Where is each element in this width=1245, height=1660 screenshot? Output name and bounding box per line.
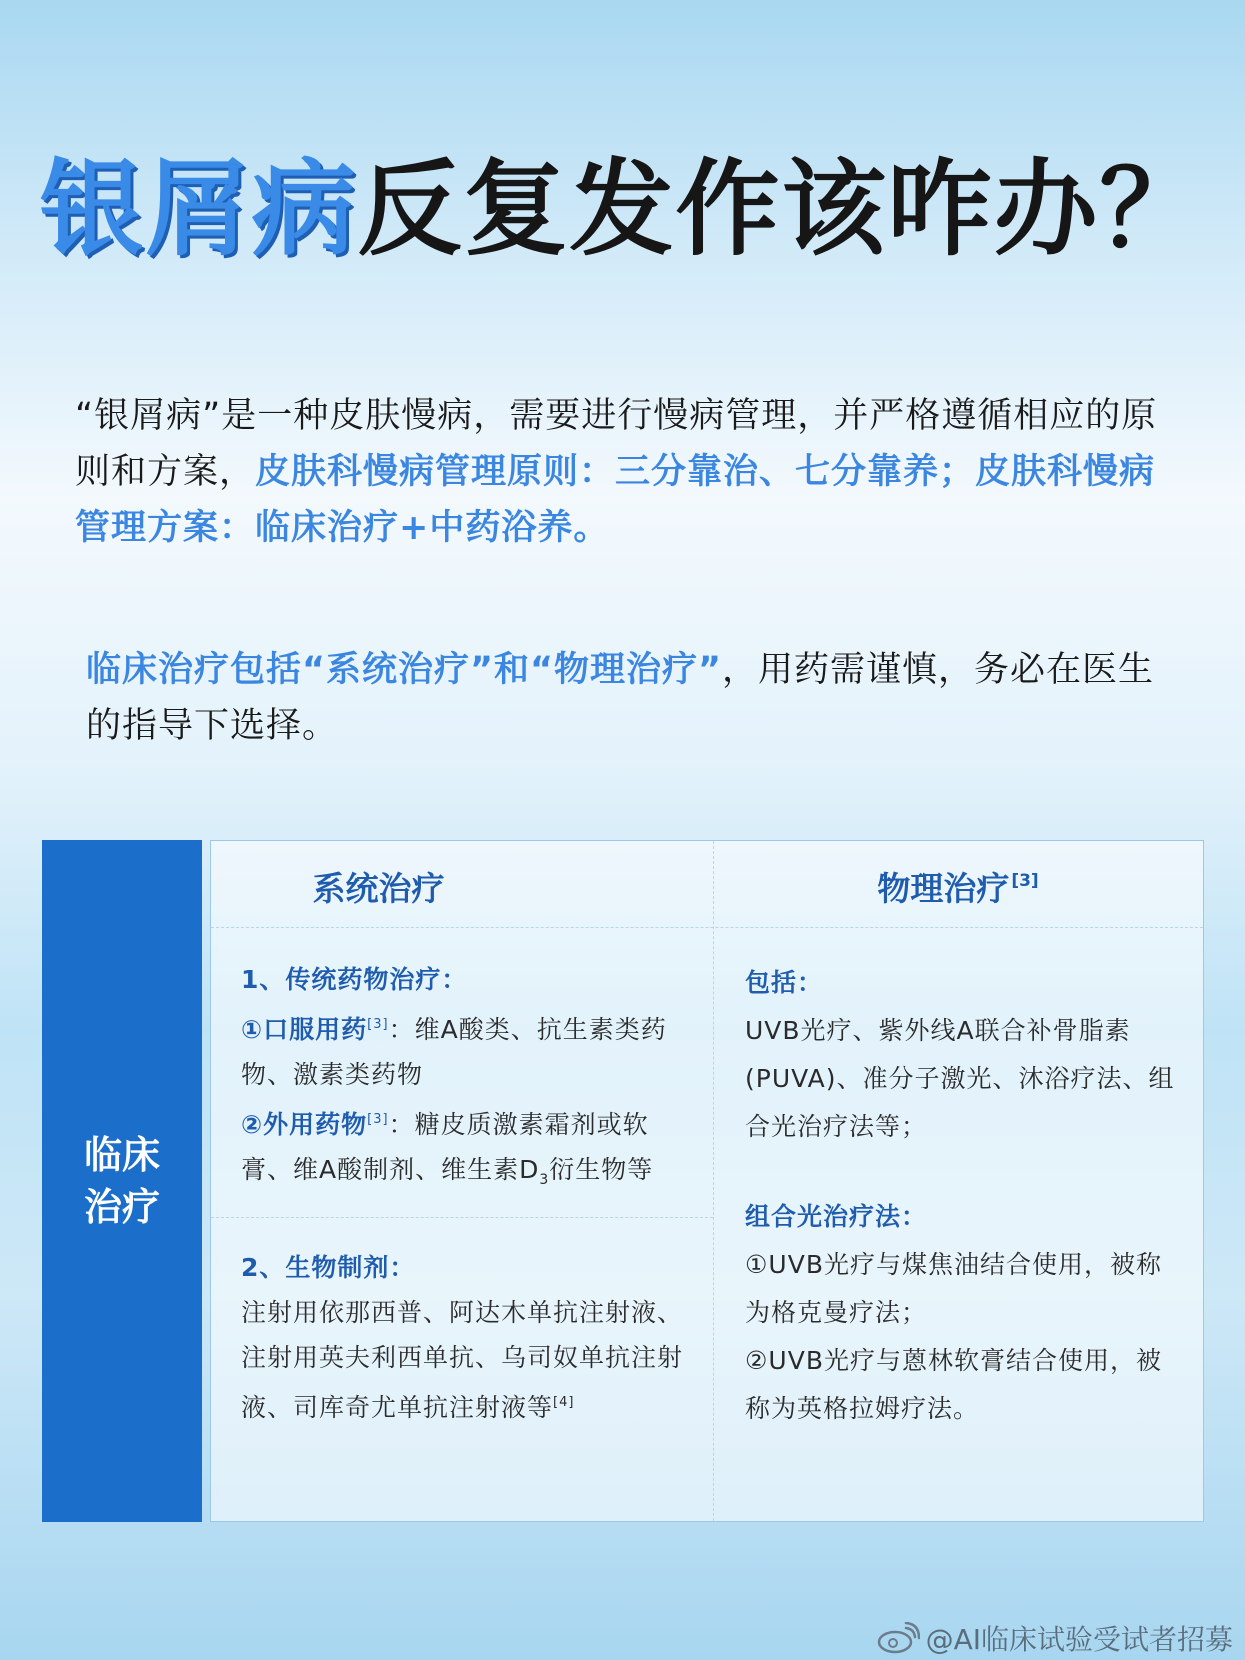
column-divider <box>713 841 714 1521</box>
include-heading: 包括： <box>745 968 824 997</box>
title-highlight: 银屑病 <box>39 148 358 270</box>
cell-spacer <box>745 1151 1185 1193</box>
clinical-paragraph <box>86 642 1166 754</box>
biologic-cell <box>241 1245 691 1430</box>
oral-medication <box>241 1002 691 1097</box>
combo-heading: 组合光治疗法： <box>745 1202 928 1231</box>
traditional-drug-cell <box>241 957 691 1203</box>
combo-item-1: ①UVB光疗与煤焦油结合使用，被称为格克曼疗法； <box>745 1250 1162 1327</box>
systemic-treatment-header <box>211 863 546 910</box>
traditional-heading: 1、传统药物治疗： <box>241 965 468 994</box>
weibo-icon <box>876 1622 920 1654</box>
topical-medication <box>241 1097 691 1203</box>
table-grid <box>210 840 1204 1522</box>
intro-paragraph <box>75 388 1165 556</box>
intro-highlight-text: 皮肤科慢病管理原则：三分靠治、七分靠养；皮肤科慢病管理方案：临床治疗+中药浴养。 <box>75 452 1156 548</box>
intro-plain-text: “银屑病”是一种皮肤慢病，需要进行慢病管理，并严格遵循相应的原则和方案， <box>75 396 1158 492</box>
physical-header-text: 物理治疗 <box>877 869 1010 908</box>
physical-treatment-header <box>713 863 1203 910</box>
clinical-plain-text: ，用药需谨慎，务必在医生的指导下选择。 <box>86 650 1155 746</box>
treatment-table <box>42 840 1204 1522</box>
row-divider <box>211 1217 713 1218</box>
watermark-text: @AI临床试验受试者招募 <box>925 1623 1233 1656</box>
topical-tail: 衍生物等 <box>549 1155 654 1184</box>
oral-ref: [3] <box>367 1017 389 1032</box>
combo-item-2: ②UVB光疗与蒽林软膏结合使用，被称为英格拉姆疗法。 <box>745 1346 1162 1423</box>
oral-text: ：维A酸类、抗生素类药物、激素类药物 <box>241 1015 667 1089</box>
biologic-text: 注射用依那西普、阿达木单抗注射液、注射用英夫利西单抗、乌司奴单抗注射液、司库奇尤单抗注射液等 <box>241 1298 684 1422</box>
side-header-label: 临床治疗 <box>83 1133 160 1229</box>
side-header <box>42 840 202 1522</box>
topical-subscript: 3 <box>539 1172 550 1188</box>
topical-label: ②外用药物 <box>241 1110 368 1139</box>
header-divider <box>211 927 1203 928</box>
physical-header-ref: [3] <box>1011 871 1039 891</box>
physical-treatment-cell <box>745 959 1185 1433</box>
topical-ref: [3] <box>367 1112 389 1127</box>
watermark <box>876 1618 1233 1658</box>
biologic-body <box>241 1290 691 1430</box>
oral-label: ①口服用药 <box>241 1015 368 1044</box>
clinical-highlight-text: 临床治疗包括“系统治疗”和“物理治疗” <box>86 650 723 690</box>
include-text: UVB光疗、紫外线A联合补骨脂素(PUVA)、准分子激光、沐浴疗法、组合光治疗法等； <box>745 1016 1175 1141</box>
systemic-header-text: 系统治疗 <box>312 869 445 908</box>
biologic-heading: 2、生物制剂： <box>241 1253 416 1282</box>
biologic-ref: [4] <box>553 1395 575 1410</box>
topical-text: ：糖皮质激素霜剂或软膏、维A酸制剂、维生素D <box>241 1110 649 1184</box>
page-title <box>0 148 1245 270</box>
title-rest: 反复发作该咋办？ <box>357 148 1206 270</box>
